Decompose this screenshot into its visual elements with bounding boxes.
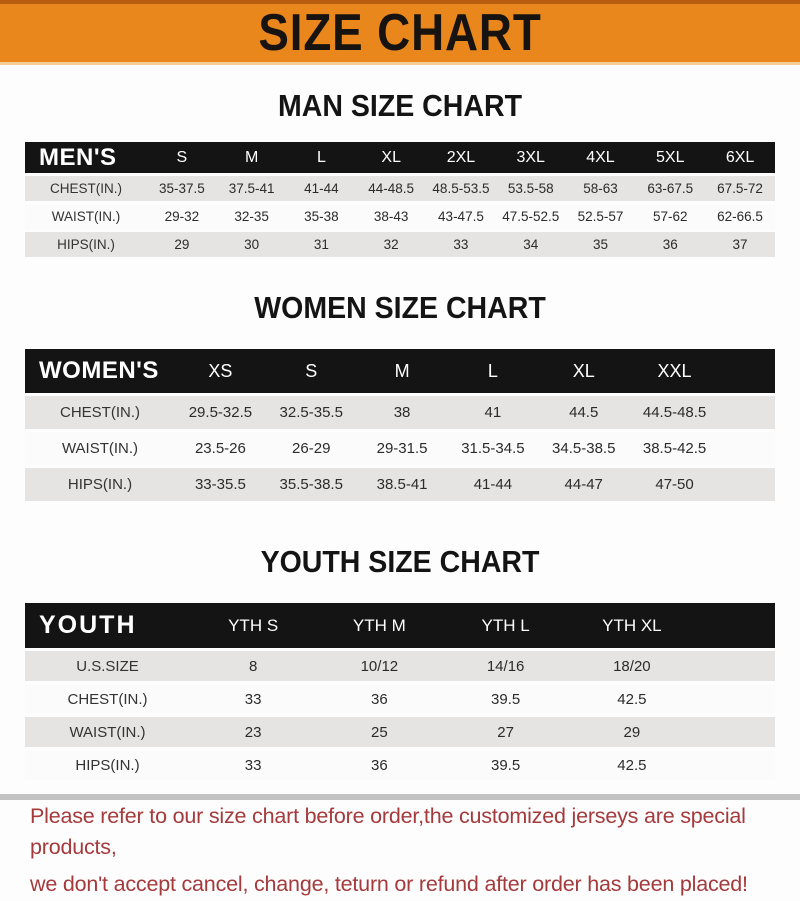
size-cell: 44-48.5 xyxy=(368,181,415,196)
size-cell: 18/20 xyxy=(613,657,651,675)
column-header: 5XL xyxy=(656,148,685,166)
size-cell: 35-38 xyxy=(304,209,339,224)
spacer-cell xyxy=(720,468,775,501)
column-header: YTH L xyxy=(481,615,530,635)
size-cell: 47.5-52.5 xyxy=(502,209,560,224)
column-header: 4XL xyxy=(586,148,615,166)
column-header: L xyxy=(487,360,498,381)
men-section-heading: MAN SIZE CHART xyxy=(277,88,523,123)
size-cell: 36 xyxy=(371,690,388,708)
row-label: CHEST(IN.) xyxy=(50,181,122,196)
column-header: XL xyxy=(381,148,401,166)
table-row xyxy=(25,750,775,780)
size-cell: 47-50 xyxy=(655,476,694,493)
size-cell: 41-44 xyxy=(473,476,513,493)
table-row xyxy=(25,232,775,257)
column-header: YTH S xyxy=(228,615,279,635)
spacer-cell xyxy=(720,396,775,429)
column-header: XXL xyxy=(657,360,692,381)
header-row xyxy=(25,603,775,648)
table-corner-label: MEN'S xyxy=(39,143,117,171)
size-cell: 38.5-41 xyxy=(376,476,428,493)
size-cell: 41-44 xyxy=(304,181,339,196)
spacer-cell xyxy=(695,684,775,714)
men-size-table xyxy=(25,139,775,260)
column-header: M xyxy=(244,148,259,166)
size-cell: 14/16 xyxy=(486,657,525,675)
row-label: WAIST(IN.) xyxy=(51,209,121,224)
size-cell: 38 xyxy=(393,404,411,421)
size-cell: 52.5-57 xyxy=(577,209,624,224)
table-row xyxy=(25,204,775,229)
section-men xyxy=(0,88,800,260)
column-header: YTH M xyxy=(352,615,406,635)
banner-title: SIZE CHART xyxy=(258,4,542,62)
size-cell: 29 xyxy=(174,237,190,252)
size-cell: 26-29 xyxy=(292,440,331,457)
row-label: HIPS(IN.) xyxy=(57,237,115,252)
size-cell: 35 xyxy=(592,237,608,252)
size-cell: 32.5-35.5 xyxy=(279,404,343,421)
disclaimer-line-1: Please refer to our size chart before order,the customized jerseys are special products, xyxy=(30,804,746,860)
women-size-table xyxy=(25,346,775,504)
size-cell: 29-32 xyxy=(164,209,200,224)
size-cell: 53.5-58 xyxy=(507,181,554,196)
size-cell: 67.5-72 xyxy=(717,181,763,196)
column-header: 3XL xyxy=(516,148,545,166)
size-cell: 23 xyxy=(244,723,262,741)
size-cell: 44-47 xyxy=(564,476,603,493)
size-cell: 44.5 xyxy=(569,404,599,421)
size-cell: 41 xyxy=(484,404,502,421)
column-header: XS xyxy=(208,360,233,381)
row-label: HIPS(IN.) xyxy=(75,756,140,774)
size-cell: 29-31.5 xyxy=(376,440,428,457)
bottom-edge-bar xyxy=(0,794,800,800)
table-row xyxy=(25,396,775,429)
spacer-cell xyxy=(720,432,775,465)
column-header: 6XL xyxy=(725,148,755,166)
size-cell: 34.5-38.5 xyxy=(552,440,616,457)
size-cell: 10/12 xyxy=(360,657,399,675)
size-cell: 42.5 xyxy=(617,690,647,708)
spacer-cell xyxy=(695,603,775,648)
column-header: S xyxy=(176,148,188,166)
size-cell: 39.5 xyxy=(491,690,521,708)
size-cell: 33 xyxy=(453,237,469,252)
banner xyxy=(0,0,800,65)
size-cell: 8 xyxy=(248,657,258,675)
spacer-cell xyxy=(695,717,775,747)
column-header: S xyxy=(305,360,318,381)
size-cell: 31 xyxy=(313,237,329,252)
size-cell: 38-43 xyxy=(373,209,409,224)
size-cell: 33 xyxy=(244,756,262,774)
size-cell: 44.5-48.5 xyxy=(642,404,707,421)
header-row xyxy=(25,349,775,393)
size-cell: 37 xyxy=(732,237,748,252)
size-cell: 39.5 xyxy=(491,756,521,774)
size-cell: 32-35 xyxy=(234,209,269,224)
size-cell: 63-67.5 xyxy=(647,181,694,196)
row-label: CHEST(IN.) xyxy=(60,404,140,421)
spacer-cell xyxy=(695,750,775,780)
header-row xyxy=(25,142,775,173)
column-header: M xyxy=(394,360,410,381)
row-label: U.S.SIZE xyxy=(76,657,139,675)
size-cell: 35-37.5 xyxy=(158,181,205,196)
table-corner-label: WOMEN'S xyxy=(39,357,159,384)
section-youth xyxy=(0,544,800,783)
size-cell: 38.5-42.5 xyxy=(642,440,707,457)
size-cell: 32 xyxy=(383,237,399,252)
table-row xyxy=(25,176,775,201)
women-section-heading: WOMEN SIZE CHART xyxy=(254,290,546,325)
size-cell: 58-63 xyxy=(583,181,618,196)
size-cell: 25 xyxy=(371,723,388,741)
table-row xyxy=(25,432,775,465)
disclaimer xyxy=(30,801,800,901)
size-cell: 33-35.5 xyxy=(194,476,246,493)
size-cell: 29 xyxy=(623,723,641,741)
size-cell: 23.5-26 xyxy=(194,440,246,457)
youth-size-table xyxy=(25,600,775,783)
size-cell: 37.5-41 xyxy=(228,181,275,196)
table-row xyxy=(25,651,775,681)
size-cell: 35.5-38.5 xyxy=(279,476,343,493)
size-cell: 57-62 xyxy=(652,209,688,224)
table-row xyxy=(25,468,775,501)
table-row xyxy=(25,684,775,714)
row-label: CHEST(IN.) xyxy=(67,690,148,708)
row-label: WAIST(IN.) xyxy=(61,440,139,457)
size-cell: 30 xyxy=(244,237,260,252)
section-women xyxy=(0,290,800,504)
size-cell: 29.5-32.5 xyxy=(188,404,253,421)
size-cell: 62-66.5 xyxy=(717,209,763,224)
size-cell: 33 xyxy=(244,690,262,708)
size-cell: 48.5-53.5 xyxy=(432,181,490,196)
spacer-cell xyxy=(720,349,775,393)
column-header: L xyxy=(316,148,326,166)
size-cell: 43-47.5 xyxy=(438,209,484,224)
youth-section-heading: YOUTH SIZE CHART xyxy=(260,544,540,579)
size-cell: 27 xyxy=(497,723,514,741)
column-header: 2XL xyxy=(446,148,476,166)
column-header: YTH XL xyxy=(602,615,662,635)
table-row xyxy=(25,717,775,747)
size-cell: 34 xyxy=(523,237,539,252)
size-cell: 36 xyxy=(371,756,388,774)
spacer-cell xyxy=(695,651,775,681)
row-label: WAIST(IN.) xyxy=(69,723,146,741)
size-cell: 42.5 xyxy=(617,756,647,774)
size-cell: 31.5-34.5 xyxy=(461,440,525,457)
table-corner-label: YOUTH xyxy=(39,611,137,639)
size-cell: 36 xyxy=(662,237,678,252)
disclaimer-line-2: we don't accept cancel, change, teturn or refund after order has been placed! xyxy=(30,872,748,897)
column-header: XL xyxy=(572,360,595,381)
row-label: HIPS(IN.) xyxy=(67,476,133,493)
